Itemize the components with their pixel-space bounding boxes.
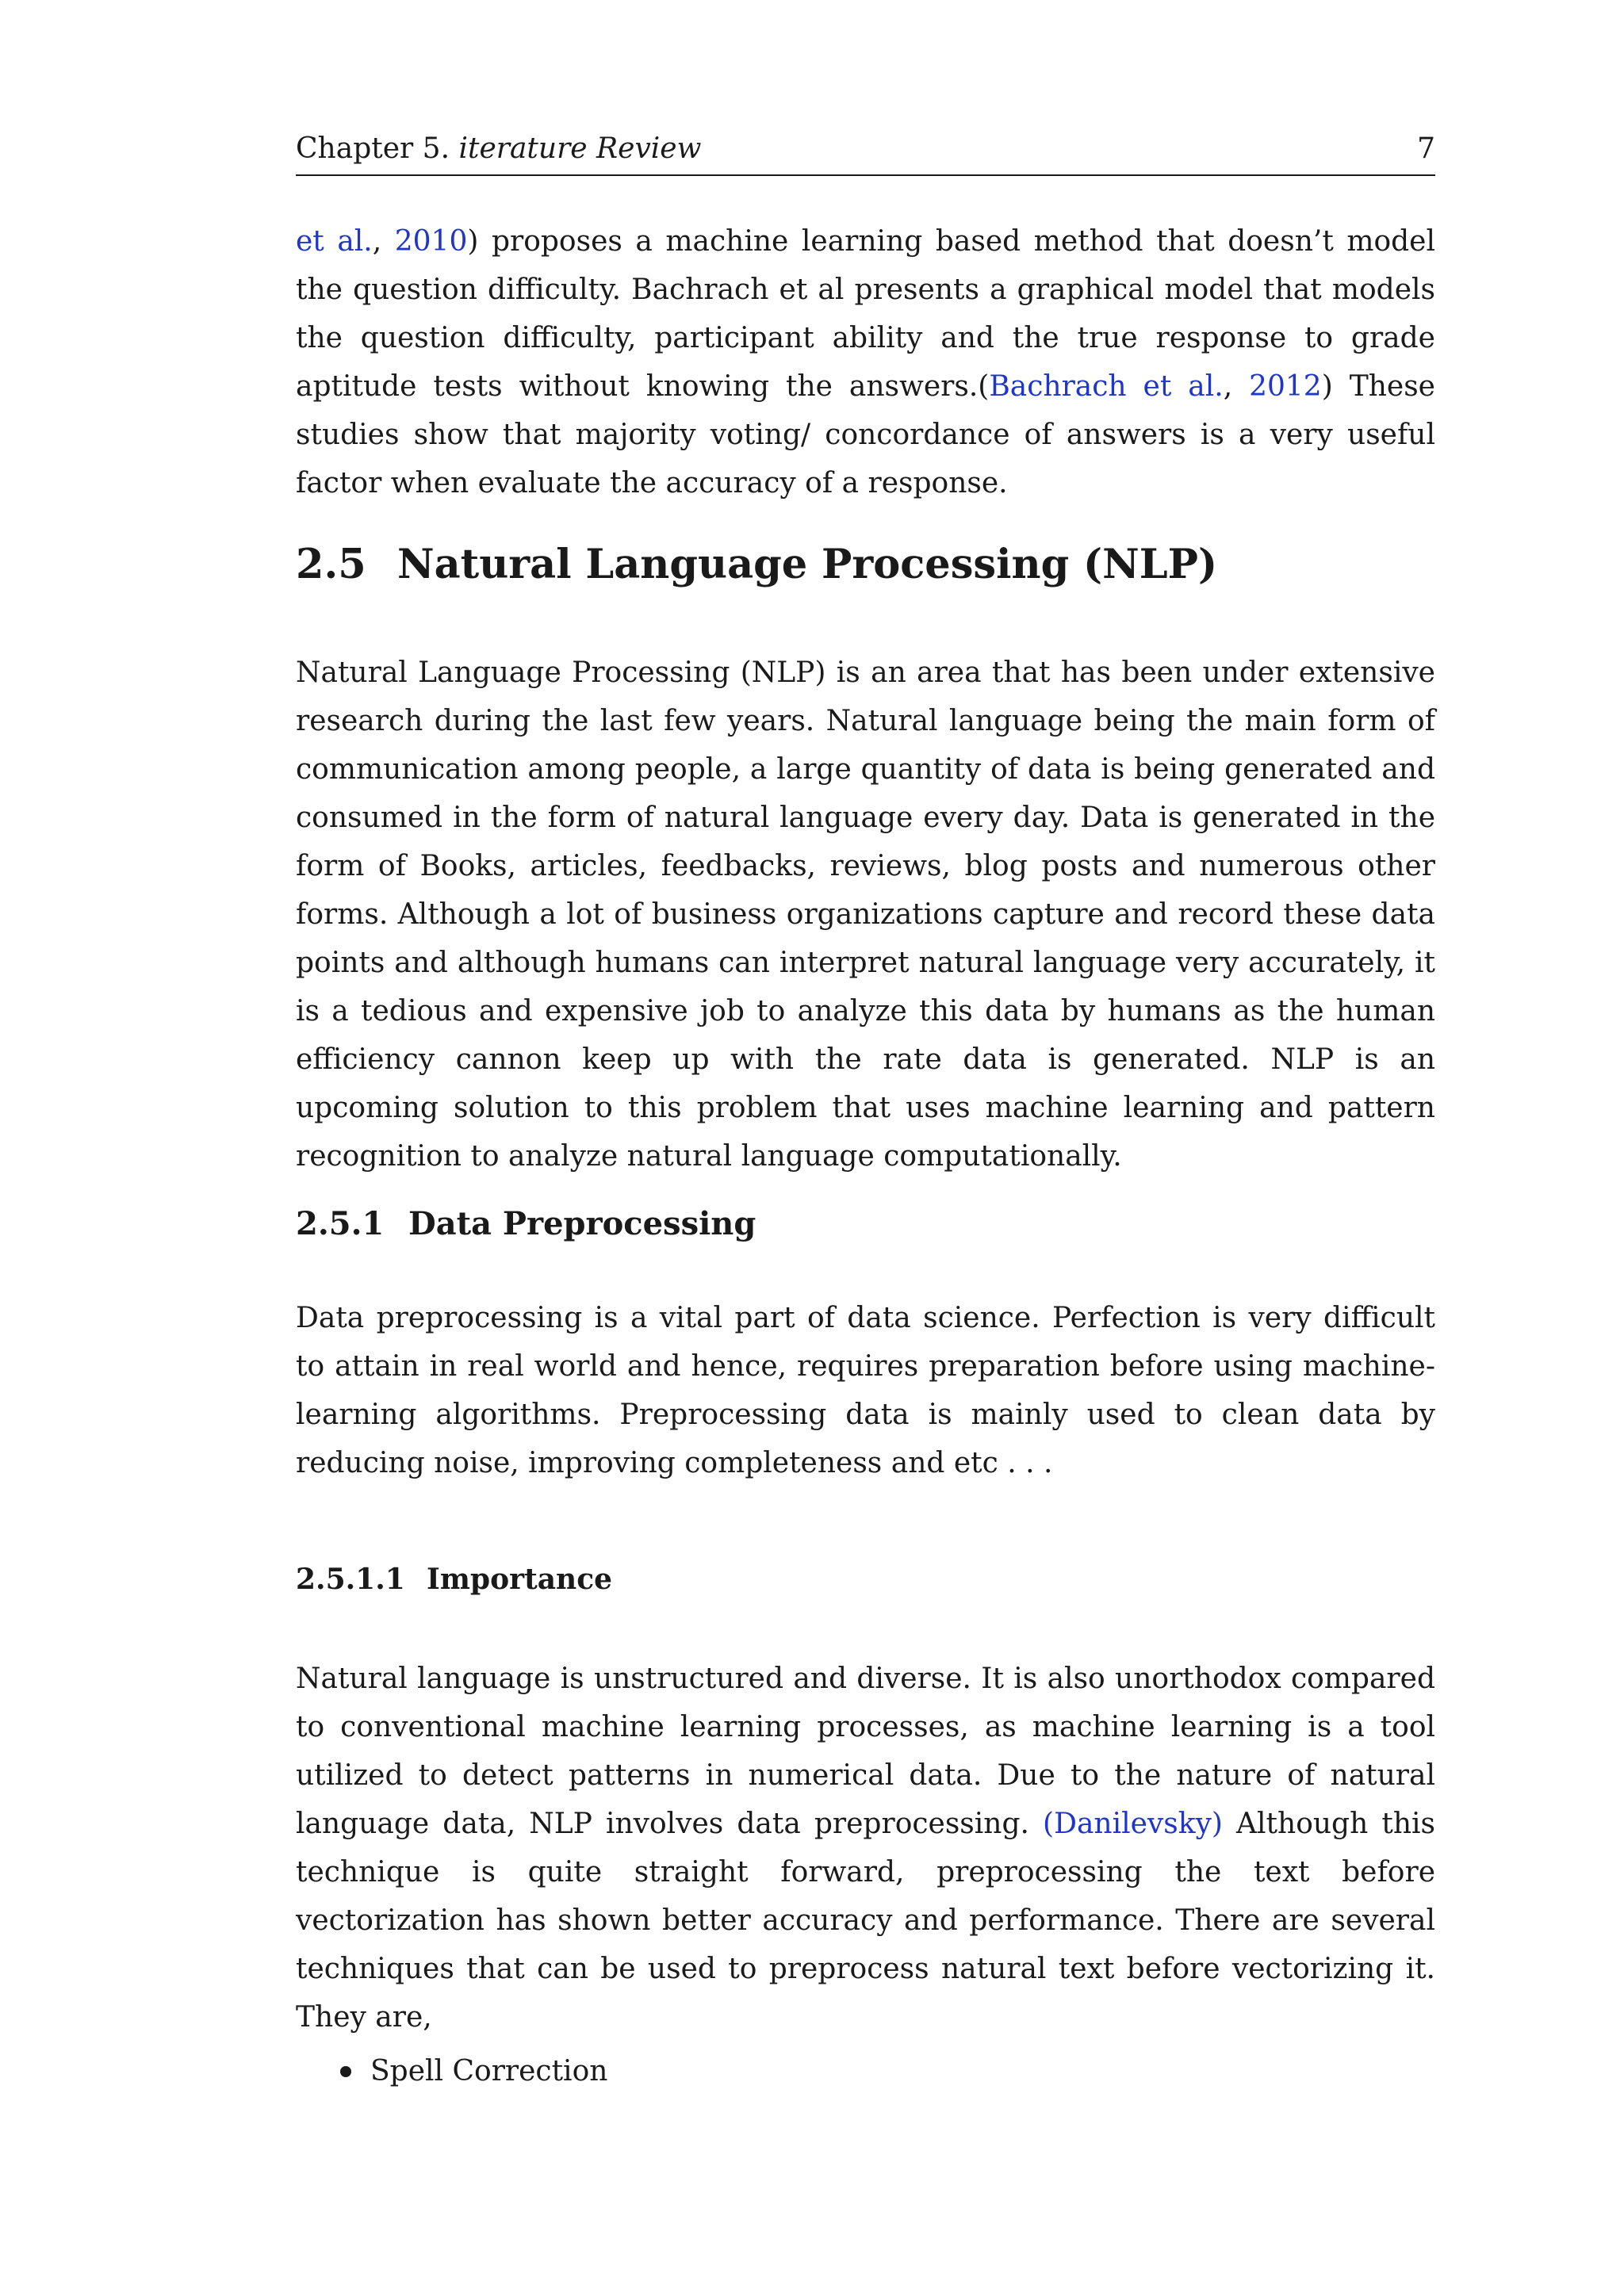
citation-link-et-al[interactable]: et al.	[296, 225, 373, 258]
section-title: Natural Language Processing (NLP)	[397, 541, 1218, 588]
header-chapter	[296, 132, 701, 166]
paragraph-importance	[296, 1655, 1435, 2042]
citation-link-2010[interactable]: 2010	[394, 225, 468, 258]
paragraph-text: ) proposes a machine learning based method that doesn’t model the question difficulty. Bachrach et al presents a graphical model that models the question difficulty, participant ability and the true response to grade aptitude tests without knowing the answers.(	[296, 225, 1436, 403]
list-item	[340, 2047, 607, 2095]
citation-separator: ,	[372, 225, 395, 258]
citation-link-bachrach[interactable]: Bachrach et al.	[989, 370, 1224, 403]
paragraph-nlp-intro: Natural Language Processing (NLP) is an area that has been under extensive research during the last few years. Natural language being the main form of communication among people, a large quantity of data is being generated and consumed in the form of natural language every day. Data is generated in the form of Books, articles, feedbacks, reviews, blog posts and numerous other forms. Although a lot of business organizations capture and record these data points and although humans can interpret natural language very accurately, it is a tedious and expensive job to analyze this data by humans as the human efficiency cannon keep up with the rate data is generated. NLP is an upcoming solution to this problem that uses machine learning and pattern recognition to analyze natural language computationally.	[296, 656, 1435, 1173]
header-chapter-label: Chapter 5.	[296, 132, 450, 165]
list-item-text: Spell Correction	[370, 2055, 608, 2087]
running-header	[296, 132, 1435, 176]
subsection-number: 2.5.1	[296, 1205, 385, 1242]
subsection-title: Data Preprocessing	[408, 1205, 756, 1242]
document-page	[296, 0, 1435, 2296]
citation-link-2012[interactable]: 2012	[1249, 370, 1322, 403]
bullet-list	[340, 2047, 607, 2095]
header-chapter-title: iterature Review	[458, 132, 702, 165]
subsection-heading	[296, 1203, 756, 1245]
subsubsection-heading	[296, 1560, 612, 1598]
subsubsection-title: Importance	[427, 1563, 613, 1596]
paragraph-text: Natural language is unstructured and diverse. It is also unorthodox compared to conventional machine learning processes, as machine learning is a tool utilized to detect patterns in numerical data. Due to the nature of natural language data, NLP involves data preprocessing.	[296, 1663, 1435, 1840]
citation-link-danilevsky[interactable]: (Danilevsky)	[1043, 1808, 1223, 1840]
bullet-icon	[340, 2066, 351, 2077]
section-heading	[296, 539, 1435, 590]
page-number: 7	[1417, 132, 1435, 165]
paragraph-text: Although this technique is quite straight forward, preprocessing the text before vectorization has shown better accuracy and performance. There are several techniques that can be used to preprocess natural text before vectorizing it. They are,	[296, 1808, 1435, 2034]
citation-separator: ,	[1223, 370, 1250, 403]
section-number: 2.5	[296, 541, 366, 588]
paragraph-text: ) These studies show that majority voting/ concordance of answers is a very useful factor when evaluate the accuracy of a response.	[296, 370, 1435, 499]
subsubsection-number: 2.5.1.1	[296, 1563, 405, 1596]
paragraph-data-preprocessing: Data preprocessing is a vital part of data science. Perfection is very difficult to attain in real world and hence, requires preparation before using machine-learning algorithms. Preprocessing data is mainly used to clean data by reducing noise, improving completeness and etc . . .	[296, 1302, 1435, 1479]
paragraph-crowdsourcing	[296, 217, 1435, 507]
